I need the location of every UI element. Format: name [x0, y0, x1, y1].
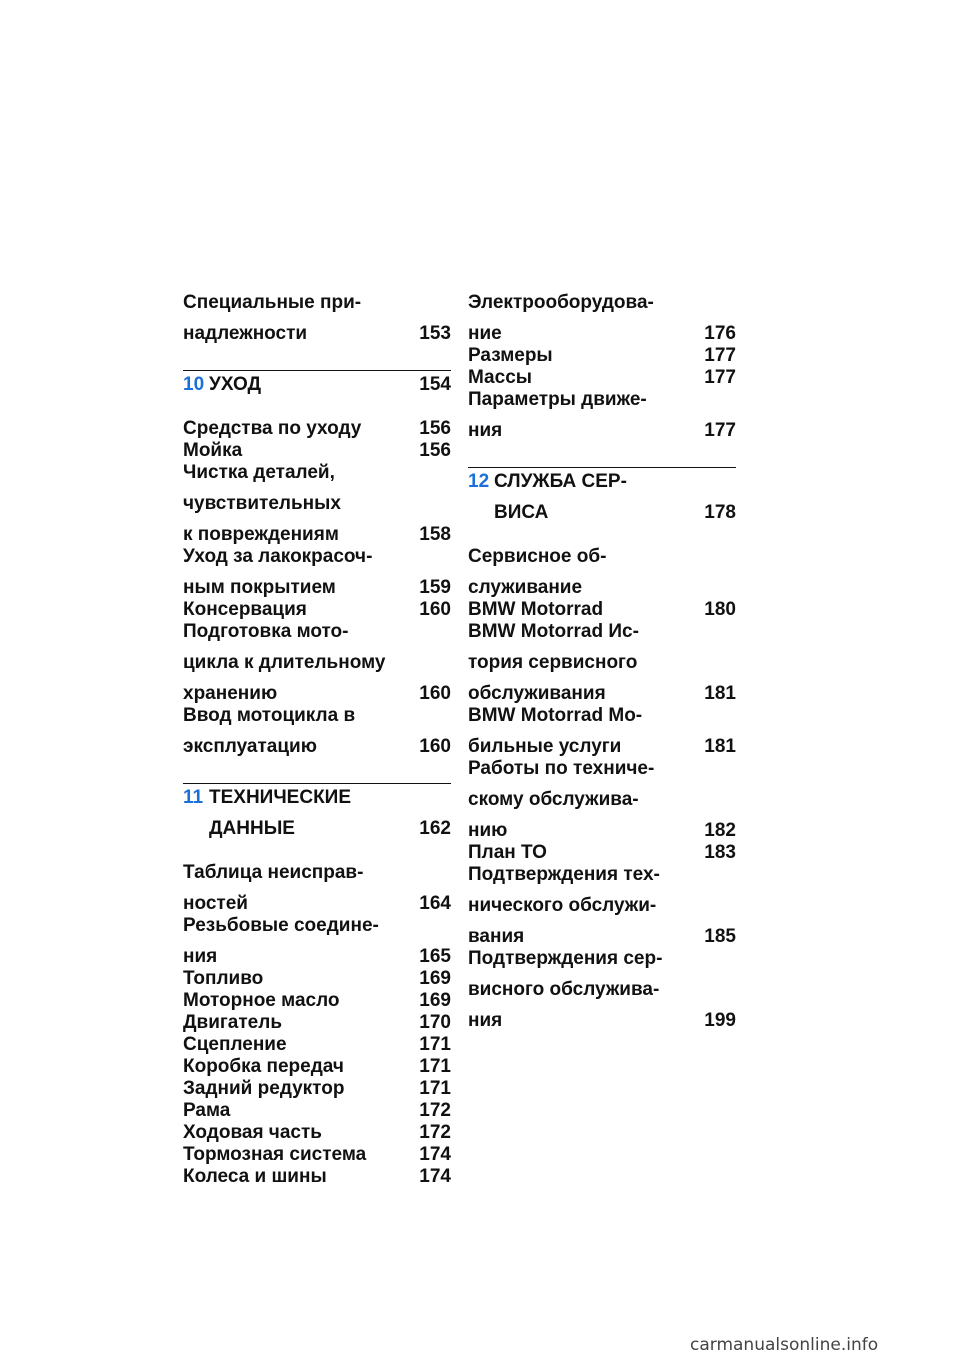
toc-entry[interactable] — [183, 462, 451, 546]
toc-entry-line: цикла к длительному — [183, 652, 386, 673]
toc-entry-line: обслуживания — [468, 683, 606, 704]
toc-entry-line: нию — [468, 820, 508, 841]
toc-entry-line: хранению — [183, 683, 278, 704]
toc-entry-title — [183, 1078, 344, 1100]
toc-entry-page: 180 — [704, 599, 736, 620]
toc-entry[interactable] — [183, 1056, 451, 1078]
toc-entry-title — [183, 418, 361, 440]
toc-entry[interactable] — [468, 705, 736, 758]
toc-entry-title — [183, 915, 379, 968]
toc-entry-line: нического обслужи- — [468, 895, 657, 916]
toc-entry[interactable] — [183, 1034, 451, 1056]
toc-entry-title — [183, 862, 363, 915]
toc-entry[interactable] — [183, 546, 451, 599]
toc-entry-line: Таблица неисправ- — [183, 862, 364, 883]
toc-entry-title — [183, 1012, 282, 1034]
toc-entry-line: BMW Motorrad Мо- — [468, 705, 643, 726]
toc-entry-title — [468, 599, 603, 621]
toc-entry[interactable] — [468, 948, 736, 1032]
toc-entry-line: Консервация — [183, 599, 307, 620]
toc-entry-page: 153 — [419, 323, 451, 344]
toc-entry[interactable] — [468, 621, 736, 705]
toc-entry-title — [183, 1122, 322, 1144]
toc-entry[interactable] — [183, 1100, 451, 1122]
toc-entry-title — [468, 292, 654, 345]
toc-entry-line: Резьбовые соедине- — [183, 915, 379, 936]
toc-entry-page: 176 — [704, 323, 736, 344]
toc-entry-page: 177 — [704, 345, 736, 366]
toc-entry[interactable] — [183, 705, 451, 758]
toc-entry-page: 164 — [419, 893, 451, 914]
toc-entry-page: 156 — [419, 440, 451, 461]
toc-entry-line: чувствительных — [183, 493, 341, 514]
toc-entry[interactable] — [183, 915, 451, 968]
toc-entry[interactable] — [468, 367, 736, 389]
toc-entry-title — [468, 758, 654, 842]
toc-entry-line: ния — [183, 946, 218, 967]
toc-entry-page: 174 — [419, 1166, 451, 1187]
toc-entry-title — [183, 546, 372, 599]
toc-entry-title — [183, 1034, 287, 1056]
toc-entry[interactable] — [468, 599, 736, 621]
chapter-page: 154 — [419, 374, 451, 395]
toc-entry[interactable] — [468, 345, 736, 367]
toc-entry-line: ным покрытием — [183, 577, 336, 598]
toc-entry-title — [183, 599, 307, 621]
toc-entry-line: Ввод мотоцикла в — [183, 705, 356, 726]
toc-entry-line: Подготовка мото- — [183, 621, 349, 642]
toc-left-column — [183, 292, 451, 1188]
footer-watermark: carmanualsonline.info — [690, 1335, 879, 1355]
chapter-10-entries — [183, 418, 451, 758]
toc-entry-title — [468, 948, 662, 1032]
toc-entry-line: Средства по уходу — [183, 418, 362, 439]
toc-entry-line: вания — [468, 926, 525, 947]
toc-entry[interactable] — [183, 862, 451, 915]
toc-entry[interactable] — [183, 1078, 451, 1100]
toc-entry-page: 171 — [419, 1078, 451, 1099]
toc-entry-page: 169 — [419, 968, 451, 989]
toc-left-pre — [183, 292, 451, 345]
toc-entry-title — [183, 1166, 327, 1188]
toc-entry-line: Сцепление — [183, 1034, 287, 1055]
toc-entry-line: Коробка передач — [183, 1056, 344, 1077]
toc-right-column — [468, 292, 736, 1032]
toc-entry-line: Специальные при- — [183, 292, 362, 313]
toc-right-pre — [468, 292, 736, 442]
toc-entry-line: Колеса и шины — [183, 1166, 327, 1187]
toc-entry[interactable] — [183, 418, 451, 440]
toc-entry-line: Рама — [183, 1100, 231, 1121]
toc-entry-page: 174 — [419, 1144, 451, 1165]
toc-entry-page: 181 — [704, 683, 736, 704]
toc-entry-line: Тормозная система — [183, 1144, 367, 1165]
chapter-number: 12 — [468, 471, 490, 492]
toc-entry-line: скому обслужива- — [468, 789, 639, 810]
toc-entry-line: бильные услуги — [468, 736, 622, 757]
toc-entry-line: служивание — [468, 577, 583, 598]
toc-entry[interactable] — [183, 1166, 451, 1188]
toc-entry-page: 169 — [419, 990, 451, 1011]
chapter-number: 11 — [183, 787, 204, 808]
toc-entry-line: Параметры движе- — [468, 389, 647, 410]
toc-entry-title — [468, 345, 553, 367]
toc-entry[interactable] — [183, 621, 451, 705]
toc-entry-title — [468, 842, 547, 864]
chapter-title: СЛУЖБА СЕР- — [494, 471, 627, 492]
chapter-11-heading[interactable] — [183, 783, 451, 840]
chapter-12-heading[interactable] — [468, 467, 736, 524]
toc-entry-page: 181 — [704, 736, 736, 757]
chapter-title: УХОД — [209, 374, 262, 395]
toc-entry-line: Размеры — [468, 345, 553, 366]
toc-entry-title — [468, 389, 647, 442]
chapter-title: ТЕХНИЧЕСКИЕ — [209, 787, 351, 808]
toc-entry[interactable] — [468, 864, 736, 948]
toc-entry[interactable] — [183, 990, 451, 1012]
toc-entry[interactable] — [468, 546, 736, 599]
toc-entry-title — [468, 705, 642, 758]
chapter-10-heading[interactable] — [183, 370, 451, 396]
toc-entry[interactable] — [183, 599, 451, 621]
toc-entry-page: 182 — [704, 820, 736, 841]
toc-entry-line: к повреждениям — [183, 524, 339, 545]
toc-entry-page: 199 — [704, 1010, 736, 1031]
toc-entry-title — [468, 367, 532, 389]
toc-entry-line: ния — [468, 420, 503, 441]
toc-entry-page: 177 — [704, 367, 736, 388]
toc-entry-line: Двигатель — [183, 1012, 282, 1033]
toc-entry-title — [183, 462, 341, 546]
toc-entry-line: Массы — [468, 367, 532, 388]
toc-entry-page: 172 — [419, 1100, 451, 1121]
toc-entry-line: Топливо — [183, 968, 264, 989]
toc-entry-page: 160 — [419, 599, 451, 620]
toc-entry[interactable] — [468, 389, 736, 442]
chapter-page: 178 — [704, 502, 736, 523]
toc-entry-line: Чистка деталей, — [183, 462, 335, 483]
toc-entry-line: План ТО — [468, 842, 547, 863]
toc-entry[interactable] — [183, 968, 451, 990]
toc-entry-page: 177 — [704, 420, 736, 441]
toc-entry-page: 170 — [419, 1012, 451, 1033]
toc-entry-title — [183, 621, 385, 705]
toc-entry-title — [183, 968, 263, 990]
chapter-title-cont: ДАННЫЕ — [209, 818, 295, 839]
toc-entry-title — [183, 1144, 366, 1166]
toc-entry-line: Ходовая часть — [183, 1122, 322, 1143]
toc-entry-page: 165 — [419, 946, 451, 967]
toc-entry-page: 160 — [419, 683, 451, 704]
toc-entry-page: 183 — [704, 842, 736, 863]
toc-entry-line: Подтверждения сер- — [468, 948, 663, 969]
toc-entry-line: BMW Motorrad — [468, 599, 604, 620]
toc-entry-page: 156 — [419, 418, 451, 439]
toc-entry[interactable] — [468, 758, 736, 842]
toc-entry-title — [468, 864, 660, 948]
toc-entry-title — [183, 705, 355, 758]
toc-entry-line: Электрооборудова- — [468, 292, 654, 313]
toc-entry-line: Сервисное об- — [468, 546, 607, 567]
toc-entry-title — [183, 1100, 230, 1122]
toc-entry-line: Работы по техниче- — [468, 758, 655, 779]
toc-entry-title — [183, 1056, 344, 1078]
toc-entry[interactable] — [468, 842, 736, 864]
toc-entry[interactable] — [183, 292, 451, 345]
toc-entry-line: ностей — [183, 893, 248, 914]
toc-entry-line: висного обслужива- — [468, 979, 660, 1000]
toc-entry-line: Моторное масло — [183, 990, 340, 1011]
toc-entry-title — [468, 546, 606, 599]
toc-entry-line: Задний редуктор — [183, 1078, 345, 1099]
toc-entry[interactable] — [183, 1012, 451, 1034]
toc-entry-page: 158 — [419, 524, 451, 545]
toc-entry-title — [183, 440, 242, 462]
toc-entry-page: 159 — [419, 577, 451, 598]
toc-entry[interactable] — [183, 1144, 451, 1166]
toc-entry-page: 172 — [419, 1122, 451, 1143]
toc-entry-line: Мойка — [183, 440, 243, 461]
chapter-title-cont: ВИСА — [494, 502, 549, 523]
chapter-page: 162 — [419, 818, 451, 839]
toc-entry-page: 171 — [419, 1034, 451, 1055]
toc-entry-line: тория сервисного — [468, 652, 638, 673]
toc-entry-page: 171 — [419, 1056, 451, 1077]
toc-entry-line: надлежности — [183, 323, 308, 344]
toc-entry[interactable] — [183, 1122, 451, 1144]
toc-entry-page: 185 — [704, 926, 736, 947]
toc-entry-line: ния — [468, 1010, 503, 1031]
chapter-number: 10 — [183, 374, 205, 395]
toc-entry-page: 160 — [419, 736, 451, 757]
toc-entry-line: Подтверждения тех- — [468, 864, 660, 885]
toc-entry-line: Уход за лакокрасоч- — [183, 546, 373, 567]
toc-entry[interactable] — [468, 292, 736, 345]
toc-entry-title — [468, 621, 639, 705]
toc-entry-title — [183, 990, 340, 1012]
chapter-11-entries — [183, 862, 451, 1188]
toc-entry[interactable] — [183, 440, 451, 462]
toc-entry-line: эксплуатацию — [183, 736, 317, 757]
chapter-12-entries — [468, 546, 736, 1032]
toc-entry-title — [183, 292, 361, 345]
toc-entry-line: ние — [468, 323, 502, 344]
toc-entry-line: BMW Motorrad Ис- — [468, 621, 639, 642]
